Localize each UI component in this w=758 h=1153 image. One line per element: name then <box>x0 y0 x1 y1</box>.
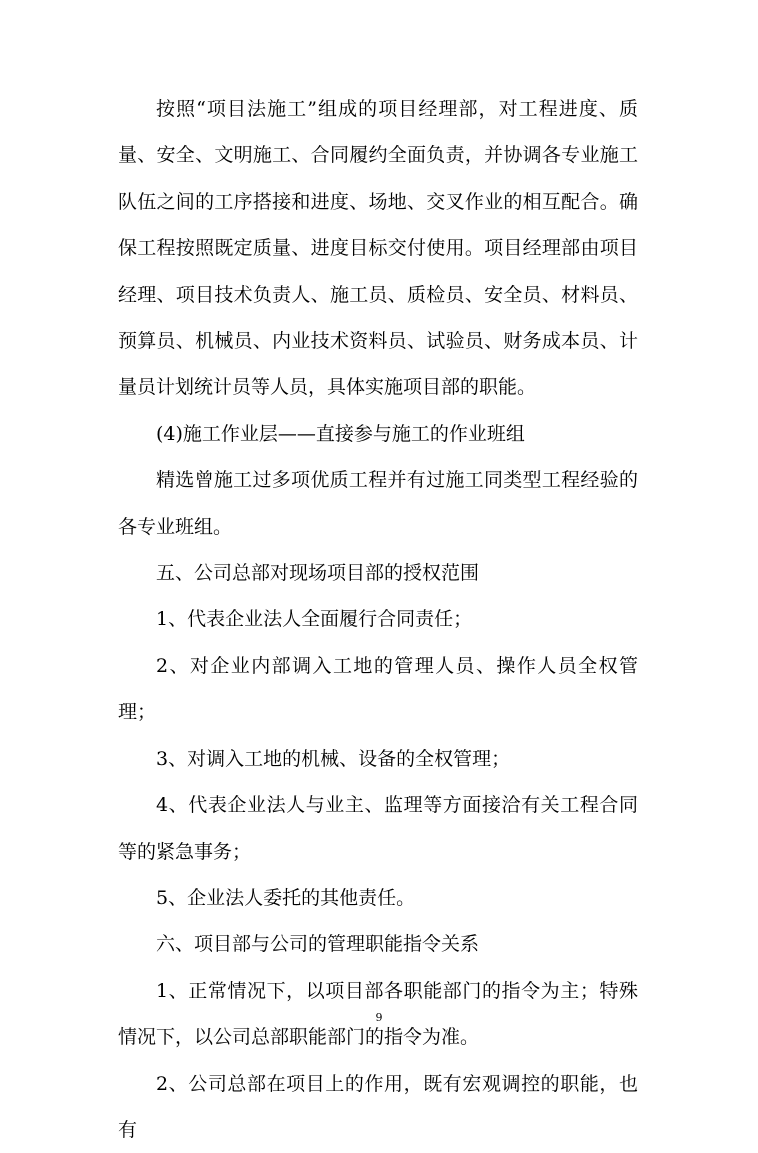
list-item-command-2: 2、公司总部在项目上的作用，既有宏观调控的职能，也有 <box>118 1072 638 1141</box>
list-item-authorization-2: 2、对企业内部调入工地的管理人员、操作人员全权管理； <box>118 654 638 724</box>
paragraph-construction-layer: (4)施工作业层——直接参与施工的作业班组 <box>156 422 525 445</box>
list-item-command-1: 1、正常情况下，以项目部各职能部门的指令为主；特殊情况下，以公司总部职能部门的指令为准。 <box>118 979 638 1049</box>
section-heading-command-relationship: 六、项目部与公司的管理职能指令关系 <box>156 933 480 956</box>
page-number: 9 <box>375 1011 383 1024</box>
list-item-authorization-3: 3、对调入工地的机械、设备的全权管理； <box>156 747 511 770</box>
list-item-authorization-5: 5、企业法人委托的其他责任。 <box>156 886 416 909</box>
list-item-authorization-1: 1、代表企业法人全面履行合同责任； <box>156 608 473 631</box>
paragraph-selected-teams: 精选曾施工过多项优质工程并有过施工同类型工程经验的各专业班组。 <box>118 469 638 538</box>
paragraph-project-department: 按照“项目法施工”组成的项目经理部，对工程进度、质量、安全、文明施工、合同履约全面负责，并协调各专业施工队伍之间的工序搭接和进度、场地、交叉作业的相互配合。确保工程按照既定质量、进度目标交付使用。项目经理部由项目经理、项目技术负责人、施工员、质检员、安全员、材料员、预算员、机械员、内业技术资料员、试验员、财务成本员、计量员计划统计员等人员，具体实施项目部的职能。 <box>118 98 638 399</box>
section-heading-authorization: 五、公司总部对现场项目部的授权范围 <box>156 562 480 585</box>
document-body <box>118 86 638 1153</box>
list-item-authorization-4: 4、代表企业法人与业主、监理等方面接洽有关工程合同等的紧急事务； <box>118 794 638 863</box>
